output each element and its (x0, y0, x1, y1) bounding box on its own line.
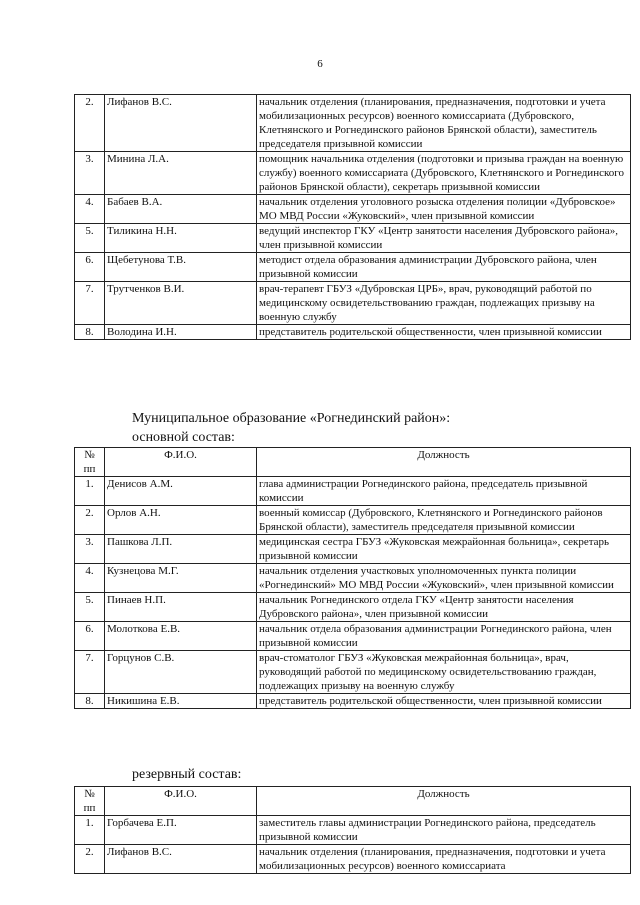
cell-name: Горбачева Е.П. (105, 816, 257, 845)
cell-position: начальник отделения (планирования, предназначения, подготовки и учета мобилизационных ресурсов) военного комиссариата (257, 845, 631, 874)
table-row (75, 593, 631, 622)
cell-num: 4. (75, 564, 105, 593)
table-row (75, 253, 631, 282)
table-row (75, 622, 631, 651)
cell-name: Орлов А.Н. (105, 506, 257, 535)
cell-num: 5. (75, 593, 105, 622)
cell-num: 2. (75, 845, 105, 874)
cell-position: начальник отдела образования администрации Рогнединского района, член призывной комиссии (257, 622, 631, 651)
table-header-row (75, 448, 631, 477)
cell-position: врач-терапевт ГБУЗ «Дубровская ЦРБ», врач, руководящий работой по медицинскому освидетельствованию граждан, подлежащих призыву на военную службу (257, 282, 631, 325)
header-num: № пп (75, 448, 105, 477)
page-number: 6 (317, 58, 323, 70)
table-row (75, 152, 631, 195)
cell-num: 1. (75, 816, 105, 845)
table-row (75, 535, 631, 564)
cell-name: Денисов А.М. (105, 477, 257, 506)
cell-num: 5. (75, 224, 105, 253)
cell-name: Пашкова Л.П. (105, 535, 257, 564)
cell-num: 3. (75, 535, 105, 564)
cell-position: глава администрации Рогнединского района, председатель призывной комиссии (257, 477, 631, 506)
cell-num: 8. (75, 325, 105, 340)
cell-name: Володина И.Н. (105, 325, 257, 340)
cell-name: Бабаев В.А. (105, 195, 257, 224)
header-position: Должность (257, 787, 631, 816)
cell-num: 6. (75, 253, 105, 282)
cell-num: 4. (75, 195, 105, 224)
cell-num: 7. (75, 282, 105, 325)
cell-position: помощник начальника отделения (подготовки и призыва граждан на военную службу) военного комиссариата (Дубровского, Клетнянского и Рогнединского районов Брянской области), секретарь призывной комиссии (257, 152, 631, 195)
table-row (75, 506, 631, 535)
cell-position: начальник отделения уголовного розыска отделения полиции «Дубровское» МО МВД России «Жуковский», член призывной комиссии (257, 195, 631, 224)
header-name: Ф.И.О. (105, 787, 257, 816)
cell-name: Пинаев Н.П. (105, 593, 257, 622)
table-header-row (75, 787, 631, 816)
table-row (75, 845, 631, 874)
cell-name: Щебетунова Т.В. (105, 253, 257, 282)
table-row (75, 224, 631, 253)
cell-position: начальник Рогнединского отдела ГКУ «Центр занятости населения Дубровского района», член призывной комиссии (257, 593, 631, 622)
table-row (75, 477, 631, 506)
cell-name: Тиликина Н.Н. (105, 224, 257, 253)
cell-position: начальник отделения (планирования, предназначения, подготовки и учета мобилизационных ресурсов) военного комиссариата (Дубровского, Клетнянского и Рогнединского районов Брянской области), заместитель председателя призывной комиссии (257, 95, 631, 152)
table-row (75, 195, 631, 224)
commission-table-rognedinsky-main (74, 447, 631, 709)
table-row (75, 564, 631, 593)
cell-name: Молоткова Е.В. (105, 622, 257, 651)
cell-num: 6. (75, 622, 105, 651)
cell-position: начальник отделения участковых уполномоченных пункта полиции «Рогнединский» МО МВД России «Жуковский», член призывной комиссии (257, 564, 631, 593)
header-name: Ф.И.О. (105, 448, 257, 477)
table-row (75, 651, 631, 694)
cell-position: врач-стоматолог ГБУЗ «Жуковская межрайонная больница», врач, руководящий работой по медицинскому освидетельствованию граждан, подлежащих призыву на военную службу (257, 651, 631, 694)
cell-position: методист отдела образования администрации Дубровского района, член призывной комиссии (257, 253, 631, 282)
cell-name: Горцунов С.В. (105, 651, 257, 694)
cell-num: 8. (75, 694, 105, 709)
cell-name: Минина Л.А. (105, 152, 257, 195)
cell-num: 2. (75, 95, 105, 152)
cell-position: представитель родительской общественности, член призывной комиссии (257, 694, 631, 709)
cell-num: 3. (75, 152, 105, 195)
cell-name: Трутченков В.И. (105, 282, 257, 325)
table-row (75, 325, 631, 340)
cell-num: 2. (75, 506, 105, 535)
commission-table-dubrovsky (74, 94, 631, 340)
cell-num: 1. (75, 477, 105, 506)
commission-table-rognedinsky-reserve (74, 786, 631, 874)
cell-name: Лифанов В.С. (105, 845, 257, 874)
section-title-reserve: резервный состав: (132, 767, 242, 782)
cell-position: представитель родительской общественности, член призывной комиссии (257, 325, 631, 340)
section-subtitle-main: основной состав: (132, 430, 235, 445)
cell-name: Кузнецова М.Г. (105, 564, 257, 593)
cell-num: 7. (75, 651, 105, 694)
cell-name: Никишина Е.В. (105, 694, 257, 709)
section-title-rognedinsky: Муниципальное образование «Рогнединский район»: (132, 411, 451, 426)
cell-position: медицинская сестра ГБУЗ «Жуковская межрайонная больница», секретарь призывной комиссии (257, 535, 631, 564)
cell-name: Лифанов В.С. (105, 95, 257, 152)
table-row (75, 95, 631, 152)
cell-position: военный комиссар (Дубровского, Клетнянского и Рогнединского районов Брянской области), заместитель председателя призывной комиссии (257, 506, 631, 535)
table-row (75, 282, 631, 325)
table-row (75, 816, 631, 845)
cell-position: заместитель главы администрации Рогнединского района, председатель призывной комиссии (257, 816, 631, 845)
cell-position: ведущий инспектор ГКУ «Центр занятости населения Дубровского района», член призывной комиссии (257, 224, 631, 253)
table-row (75, 694, 631, 709)
header-position: Должность (257, 448, 631, 477)
header-num: № пп (75, 787, 105, 816)
